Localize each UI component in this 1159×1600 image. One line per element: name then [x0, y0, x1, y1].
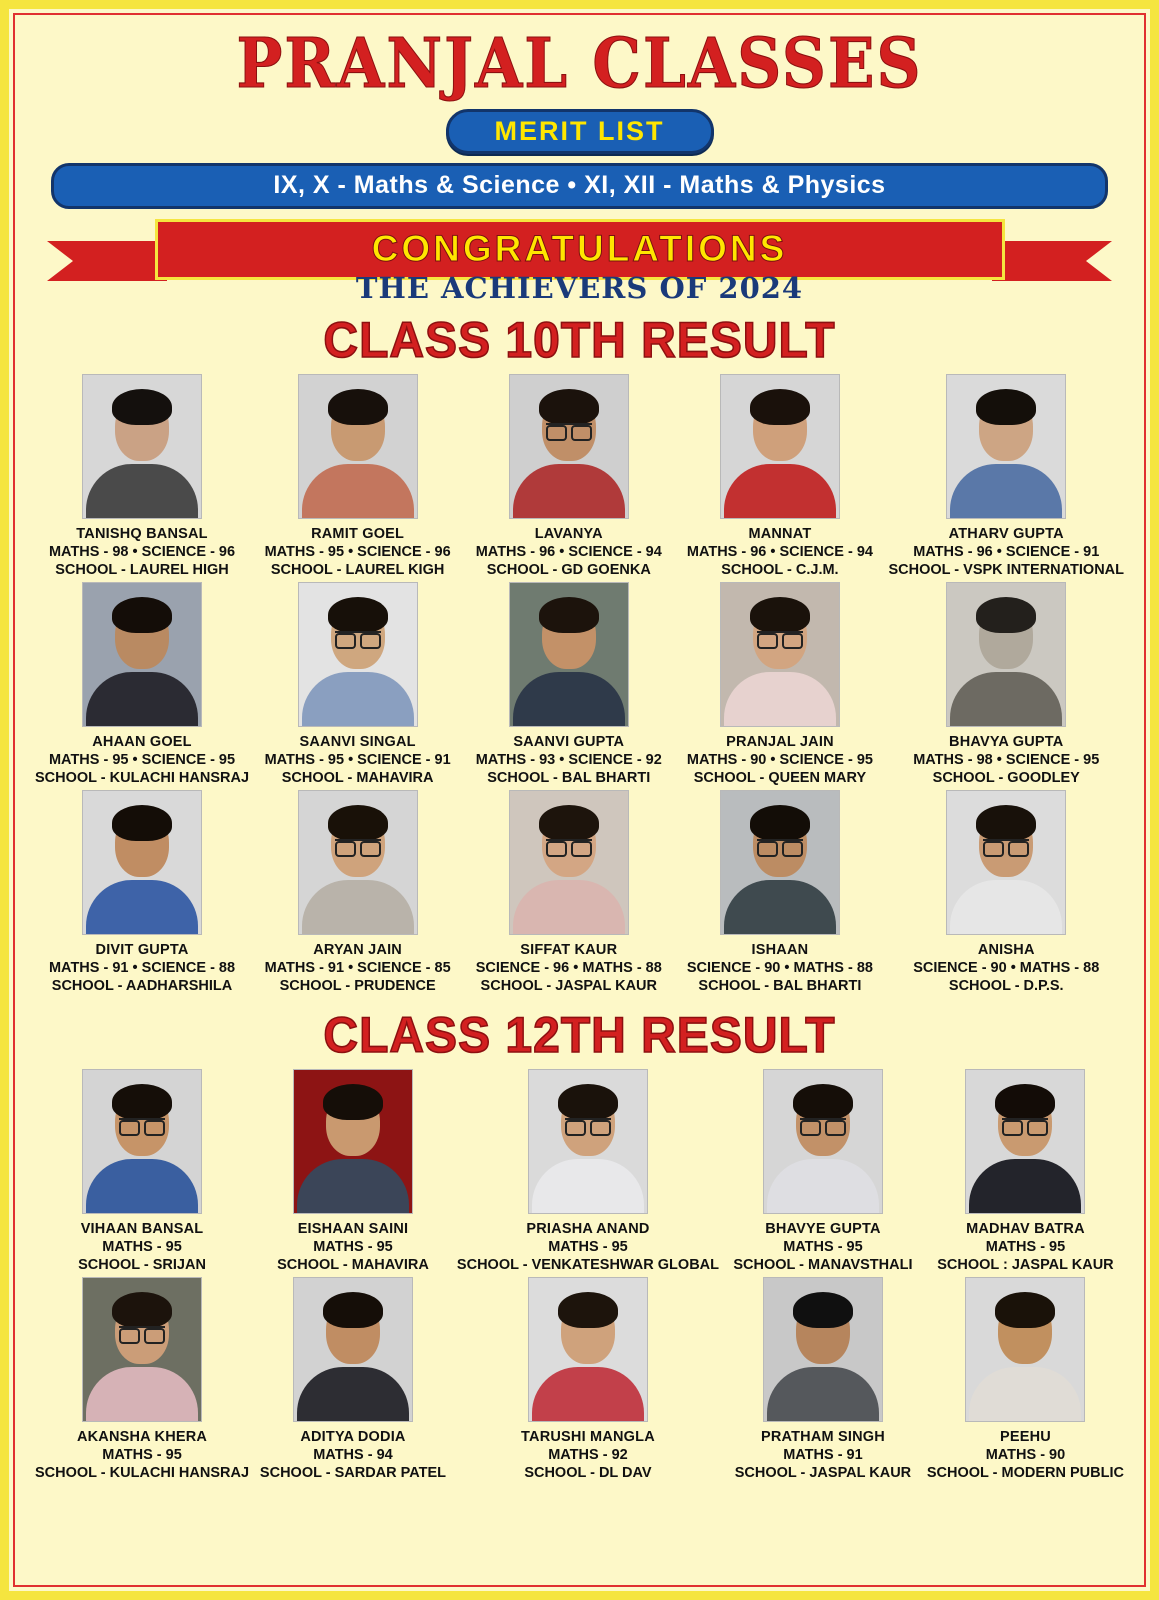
page-title: PRANJAL CLASSES [236, 24, 923, 105]
student-card [725, 1277, 921, 1481]
student-name: TANISHQ BANSAL [76, 526, 208, 543]
student-marks: SCIENCE - 90 • MATHS - 88 [913, 960, 1100, 977]
student-school: SCHOOL - LAUREL HIGH [55, 562, 229, 579]
glasses-icon [983, 839, 1029, 852]
student-marks: MATHS - 95 [548, 1239, 628, 1256]
glasses-icon [546, 839, 592, 852]
student-name: ADITYA DODIA [300, 1429, 406, 1446]
student-school: SCHOOL - QUEEN MARY [693, 770, 867, 787]
poster-inner-frame [13, 13, 1146, 1587]
student-card [677, 790, 882, 994]
student-marks: MATHS - 95 [313, 1239, 393, 1256]
student-card [927, 1277, 1124, 1481]
student-name: PEEHU [999, 1429, 1051, 1446]
student-school: SCHOOL - PRUDENCE [279, 978, 436, 995]
photo-hair [112, 597, 172, 633]
student-marks: MATHS - 94 [313, 1447, 393, 1464]
student-photo [946, 790, 1066, 935]
glasses-icon [1002, 1118, 1048, 1131]
results-sections [29, 313, 1130, 1481]
student-card [889, 582, 1125, 786]
merit-list-badge [446, 109, 714, 154]
student-marks: MATHS - 96 • SCIENCE - 94 [686, 544, 873, 561]
student-name: ATHARV GUPTA [948, 526, 1064, 543]
student-photo [509, 790, 629, 935]
student-school: SCHOOL - D.P.S. [948, 978, 1064, 995]
student-photo [298, 582, 418, 727]
student-name: MANNAT [748, 526, 812, 543]
student-name: DIVIT GUPTA [95, 942, 189, 959]
photo-hair [750, 805, 810, 841]
achievers-subtitle: THE ACHIEVERS OF 2024 [355, 271, 804, 306]
photo-hair [539, 597, 599, 633]
student-photo [82, 1069, 202, 1214]
student-photo [763, 1069, 883, 1214]
student-school: SCHOOL - VENKATESHWAR GLOBAL [456, 1257, 719, 1274]
student-photo [82, 582, 202, 727]
student-photo [528, 1277, 648, 1422]
student-name: EISHAAN SAINI [297, 1221, 409, 1238]
student-photo [720, 790, 840, 935]
student-marks: MATHS - 98 • SCIENCE - 96 [48, 544, 236, 561]
student-photo [509, 582, 629, 727]
student-marks: MATHS - 95 • SCIENCE - 96 [264, 544, 451, 561]
student-name: LAVANYA [534, 526, 603, 543]
student-name: MADHAV BATRA [966, 1221, 1085, 1238]
student-school: SCHOOL - C.J.M. [721, 562, 839, 579]
student-photo [965, 1277, 1085, 1422]
student-marks: MATHS - 98 • SCIENCE - 95 [913, 752, 1100, 769]
student-photo [965, 1069, 1085, 1214]
student-name: BHAVYE GUPTA [765, 1221, 881, 1238]
congratulations-ribbon [29, 219, 1130, 305]
student-marks: MATHS - 96 • SCIENCE - 94 [475, 544, 662, 561]
student-school: SCHOOL - LAUREL KIGH [270, 562, 445, 579]
photo-hair [793, 1292, 853, 1328]
student-name: RAMIT GOEL [311, 526, 405, 543]
photo-hair [750, 597, 810, 633]
student-marks: MATHS - 95 • SCIENCE - 91 [264, 752, 451, 769]
student-card [466, 790, 671, 994]
photo-hair [328, 805, 388, 841]
student-school: SCHOOL - DL DAV [524, 1465, 652, 1482]
student-photo [293, 1277, 413, 1422]
photo-hair [976, 597, 1036, 633]
student-card [255, 1069, 451, 1273]
student-school: SCHOOL - KULACHI HANSRAJ [35, 1465, 250, 1482]
student-photo [298, 790, 418, 935]
section-heading: CLASS 10TH RESULT [323, 312, 836, 369]
student-photo [509, 374, 629, 519]
student-card [35, 1277, 249, 1481]
student-card [927, 1069, 1124, 1273]
student-card [457, 1277, 719, 1481]
student-card [35, 790, 249, 994]
student-name: SAANVI SINGAL [299, 734, 416, 751]
student-photo [763, 1277, 883, 1422]
student-school: SCHOOL - MANAVSTHALI [733, 1257, 913, 1274]
student-grid [29, 374, 1130, 994]
student-photo [720, 374, 840, 519]
student-school: SCHOOL : JASPAL KAUR [937, 1257, 1114, 1274]
student-card [255, 582, 460, 786]
glasses-icon [119, 1118, 165, 1131]
student-marks: SCIENCE - 96 • MATHS - 88 [475, 960, 662, 977]
photo-hair [112, 1292, 172, 1328]
student-photo [82, 790, 202, 935]
student-name: ARYAN JAIN [313, 942, 402, 959]
achievers-subtitle-wrap [29, 271, 1130, 305]
student-name: BHAVYA GUPTA [949, 734, 1064, 751]
student-grid [29, 1069, 1130, 1481]
student-photo [82, 1277, 202, 1422]
glasses-icon [119, 1326, 165, 1339]
photo-hair [995, 1292, 1055, 1328]
student-card [889, 790, 1125, 994]
photo-hair [793, 1084, 853, 1120]
student-name: AHAAN GOEL [92, 734, 192, 751]
glasses-icon [757, 631, 803, 644]
student-name: VIHAAN BANSAL [80, 1221, 204, 1238]
student-marks: SCIENCE - 90 • MATHS - 88 [686, 960, 873, 977]
subjects-label: IX, X - Maths & Science • XI, XII - Maths & Physics [273, 171, 886, 200]
glasses-icon [800, 1118, 846, 1131]
student-school: SCHOOL - SRIJAN [78, 1257, 206, 1274]
student-name: SAANVI GUPTA [513, 734, 625, 751]
student-marks: MATHS - 90 • SCIENCE - 95 [686, 752, 873, 769]
student-marks: MATHS - 90 [985, 1447, 1066, 1464]
student-marks: MATHS - 93 • SCIENCE - 92 [475, 752, 662, 769]
photo-hair [750, 389, 810, 425]
student-card [466, 582, 671, 786]
student-photo [298, 374, 418, 519]
glasses-icon [546, 423, 592, 436]
student-name: ISHAAN [751, 942, 809, 959]
student-school: SCHOOL - VSPK INTERNATIONAL [888, 562, 1124, 579]
student-school: SCHOOL - KULACHI HANSRAJ [35, 770, 250, 787]
student-school: SCHOOL - GOODLEY [932, 770, 1080, 787]
student-marks: MATHS - 92 [548, 1447, 628, 1464]
student-school: SCHOOL - MAHAVIRA [281, 770, 434, 787]
photo-hair [558, 1084, 618, 1120]
photo-hair [558, 1292, 618, 1328]
student-card [677, 582, 882, 786]
student-photo [946, 374, 1066, 519]
student-card [466, 374, 671, 578]
student-name: PRANJAL JAIN [726, 734, 834, 751]
student-school: SCHOOL - GD GOENKA [486, 562, 651, 579]
student-card [255, 790, 460, 994]
student-name: PRIASHA ANAND [526, 1221, 650, 1238]
student-card [35, 1069, 249, 1273]
student-marks: MATHS - 95 • SCIENCE - 95 [48, 752, 236, 769]
student-photo [82, 374, 202, 519]
student-photo [946, 582, 1066, 727]
subjects-bar [51, 163, 1108, 209]
student-card [35, 582, 249, 786]
student-marks: MATHS - 91 • SCIENCE - 85 [264, 960, 451, 977]
glasses-icon [335, 631, 381, 644]
glasses-icon [335, 839, 381, 852]
student-photo [528, 1069, 648, 1214]
photo-hair [995, 1084, 1055, 1120]
student-name: AKANSHA KHERA [76, 1429, 208, 1446]
student-card [457, 1069, 719, 1273]
photo-hair [112, 805, 172, 841]
photo-hair [539, 389, 599, 425]
student-name: SIFFAT KAUR [520, 942, 618, 959]
photo-hair [112, 1084, 172, 1120]
student-card [255, 1277, 451, 1481]
student-school: SCHOOL - JASPAL KAUR [480, 978, 657, 995]
student-marks: MATHS - 95 [783, 1239, 863, 1256]
student-school: SCHOOL - BAL BHARTI [698, 978, 862, 995]
photo-hair [976, 805, 1036, 841]
student-marks: MATHS - 95 [102, 1447, 182, 1464]
student-card [677, 374, 882, 578]
photo-hair [539, 805, 599, 841]
student-card [725, 1069, 921, 1273]
student-marks: MATHS - 96 • SCIENCE - 91 [913, 544, 1100, 561]
student-card [889, 374, 1125, 578]
student-marks: MATHS - 95 [102, 1239, 182, 1256]
student-school: SCHOOL - JASPAL KAUR [734, 1465, 912, 1482]
student-photo [293, 1069, 413, 1214]
photo-hair [112, 389, 172, 425]
student-name: TARUSHI MANGLA [521, 1429, 655, 1446]
section-heading: CLASS 12TH RESULT [323, 1007, 836, 1064]
student-marks: MATHS - 91 • SCIENCE - 88 [48, 960, 236, 977]
student-marks: MATHS - 95 [985, 1239, 1066, 1256]
student-school: SCHOOL - MAHAVIRA [277, 1257, 429, 1274]
student-school: SCHOOL - SARDAR PATEL [259, 1465, 447, 1482]
student-marks: MATHS - 91 [783, 1447, 863, 1464]
student-photo [720, 582, 840, 727]
photo-hair [323, 1084, 383, 1120]
glasses-icon [757, 839, 803, 852]
student-school: SCHOOL - MODERN PUBLIC [926, 1465, 1124, 1482]
congratulations-label: CONGRATULATIONS [371, 228, 788, 270]
student-name: PRATHAM SINGH [760, 1429, 885, 1446]
photo-hair [328, 389, 388, 425]
student-school: SCHOOL - AADHARSHILA [51, 978, 233, 995]
student-card [35, 374, 249, 578]
merit-list-badge-wrap [29, 109, 1130, 154]
student-name: ANISHA [977, 942, 1035, 959]
photo-hair [976, 389, 1036, 425]
merit-list-label: MERIT LIST [494, 116, 665, 147]
glasses-icon [565, 1118, 611, 1131]
photo-hair [323, 1292, 383, 1328]
student-card [255, 374, 460, 578]
photo-hair [328, 597, 388, 633]
student-school: SCHOOL - BAL BHARTI [487, 770, 651, 787]
